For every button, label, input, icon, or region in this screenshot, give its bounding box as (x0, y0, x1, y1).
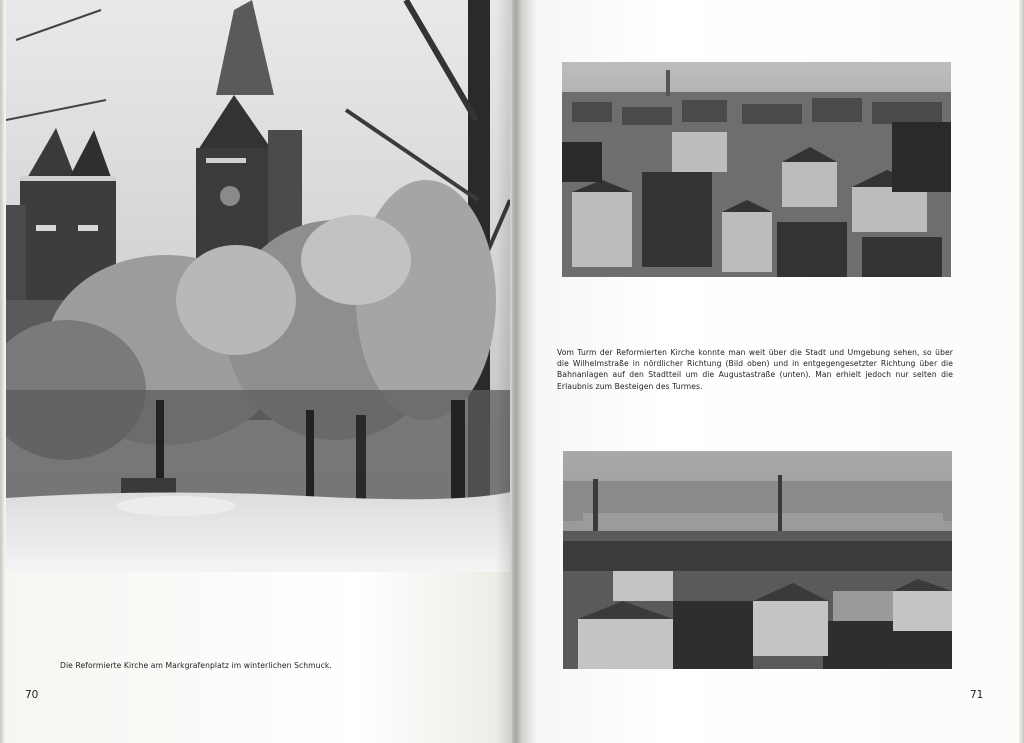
book-gutter (496, 0, 536, 743)
right-photos-caption: Vom Turm der Reformierten Kirche konnte man weit über die Stadt und Umgebung sehen, so über die Wilhelmstraße in nördlicher Richtung (Bild oben) und in entgegengesetzter Richtung über die Bahnanlagen auf den Stadtteil um die Augustastraße (unten). Man erhielt jedoch nur selten die Erlaubnis zum Besteigen des Turmes. (557, 348, 953, 391)
page-edge-left (0, 0, 5, 743)
page-number-left: 70 (25, 689, 39, 701)
page-edge-right (1019, 0, 1024, 743)
city-view-south-photo (563, 451, 952, 669)
city-view-north-photo (562, 62, 951, 277)
page-number-right: 71 (970, 689, 984, 701)
church-winter-photo (6, 0, 510, 572)
left-photo-caption: Die Reformierte Kirche am Markgrafenplatz im winterlichen Schmuck. (60, 661, 332, 670)
